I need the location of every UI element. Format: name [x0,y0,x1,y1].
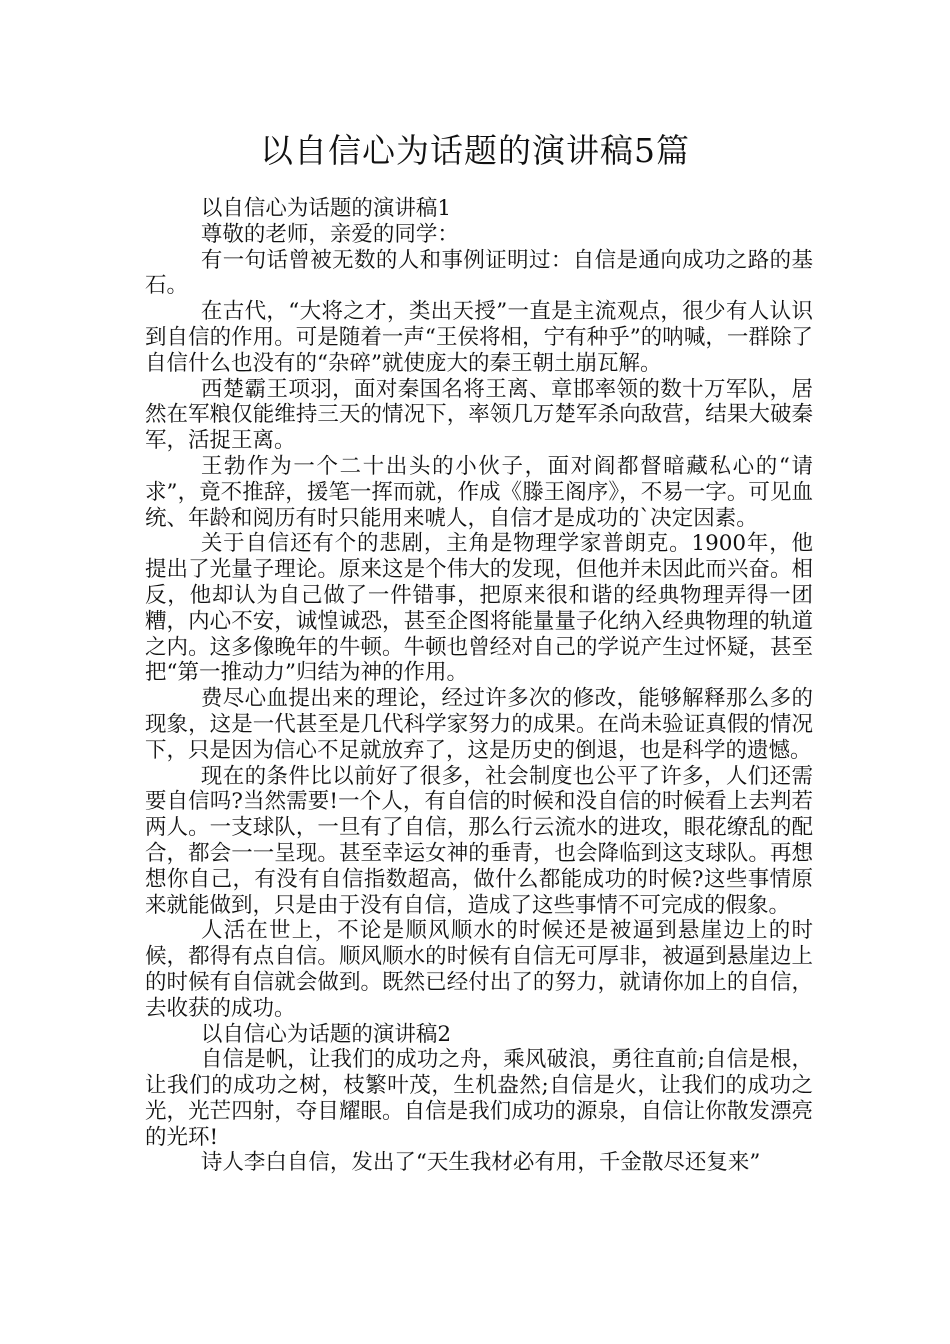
paragraph: 西楚霸王项羽，面对秦国名将王离、章邯率领的数十万军队，居然在军粮仅能维持三天的情况下，率领几万楚军杀向敌营，结果大破秦军，活捉王离。 [145,376,813,454]
paragraph: 自信是帆，让我们的成功之舟，乘风破浪，勇往直前;自信是根，让我们的成功之树，枝繁叶茂，生机盎然;自信是火，让我们的成功之光，光芒四射，夺目耀眼。自信是我们成功的源泉，自信让你散发漂亮的光环! [145,1047,813,1150]
paragraph: 人活在世上，不论是顺风顺水的时候还是被逼到悬崖边上的时候，都得有点自信。顺风顺水的时候有自信无可厚非，被逼到悬崖边上的时候有自信就会做到。既然已经付出了的努力，就请你加上的自信，去收获的成功。 [145,918,813,1021]
paragraph: 费尽心血提出来的理论，经过许多次的修改，能够解释那么多的现象，这是一代甚至是几代科学家努力的成果。在尚未验证真假的情况下，只是因为信心不足就放弃了，这是历史的倒退，也是科学的遗憾。 [145,686,813,763]
paragraph: 在古代，“大将之才，类出天授”一直是主流观点，很少有人认识到自信的作用。可是随着一声“王侯将相，宁有种乎”的呐喊，一群除了自信什么也没有的“杂碎”就使庞大的秦王朝土崩瓦解。 [145,299,813,376]
salutation: 尊敬的老师，亲爱的同学： [200,221,459,247]
section-heading-2: 以自信心为话题的演讲稿2 [200,1021,452,1047]
paragraph: 王勃作为一个二十出头的小伙子，面对阎都督暗藏私心的“请求”，竟不推辞，援笔一挥而就，作成《滕王阁序》，不易一字。可见血统、年龄和阅历有时只能用来唬人，自信才是成功的`决定因素。 [145,453,813,531]
paragraph: 有一句话曾被无数的人和事例证明过：自信是通向成功之路的基石。 [145,247,813,299]
paragraph: 关于自信还有个的悲剧，主角是物理学家普朗克。1900年，他提出了光量子理论。原来这是个伟大的发现，但他并未因此而兴奋。相反，他却认为自己做了一件错事，把原来很和谐的经典物理弄得一团糟，内心不安，诚惶诚恐，甚至企图将能量量子化纳入经典物理的轨道之内。这多像晚年的牛顿。牛顿也曾经对自己的学说产生过怀疑，甚至把“第一推动力”归结为神的作用。 [145,531,813,686]
section-heading-1: 以自信心为话题的演讲稿1 [200,196,452,221]
document-body [145,196,813,1176]
paragraph: 诗人李白自信，发出了“天生我材必有用，千金散尽还复来” [200,1150,761,1176]
document-title: 以自信心为话题的演讲稿5篇 [260,131,690,170]
paragraph: 现在的条件比以前好了很多，社会制度也公平了许多，人们还需要自信吗?当然需要!一个人，有自信的时候和没自信的时候看上去判若两人。一支球队，一旦有了自信，那么行云流水的进攻，眼花缭乱的配合，都会一一呈现。甚至幸运女神的垂青，也会降临到这支球队。再想想你自己，有没有自信指数超高，做什么都能成功的时候?这些事情原来就能做到，只是由于没有自信，造成了这些事情不可完成的假象。 [145,763,813,918]
